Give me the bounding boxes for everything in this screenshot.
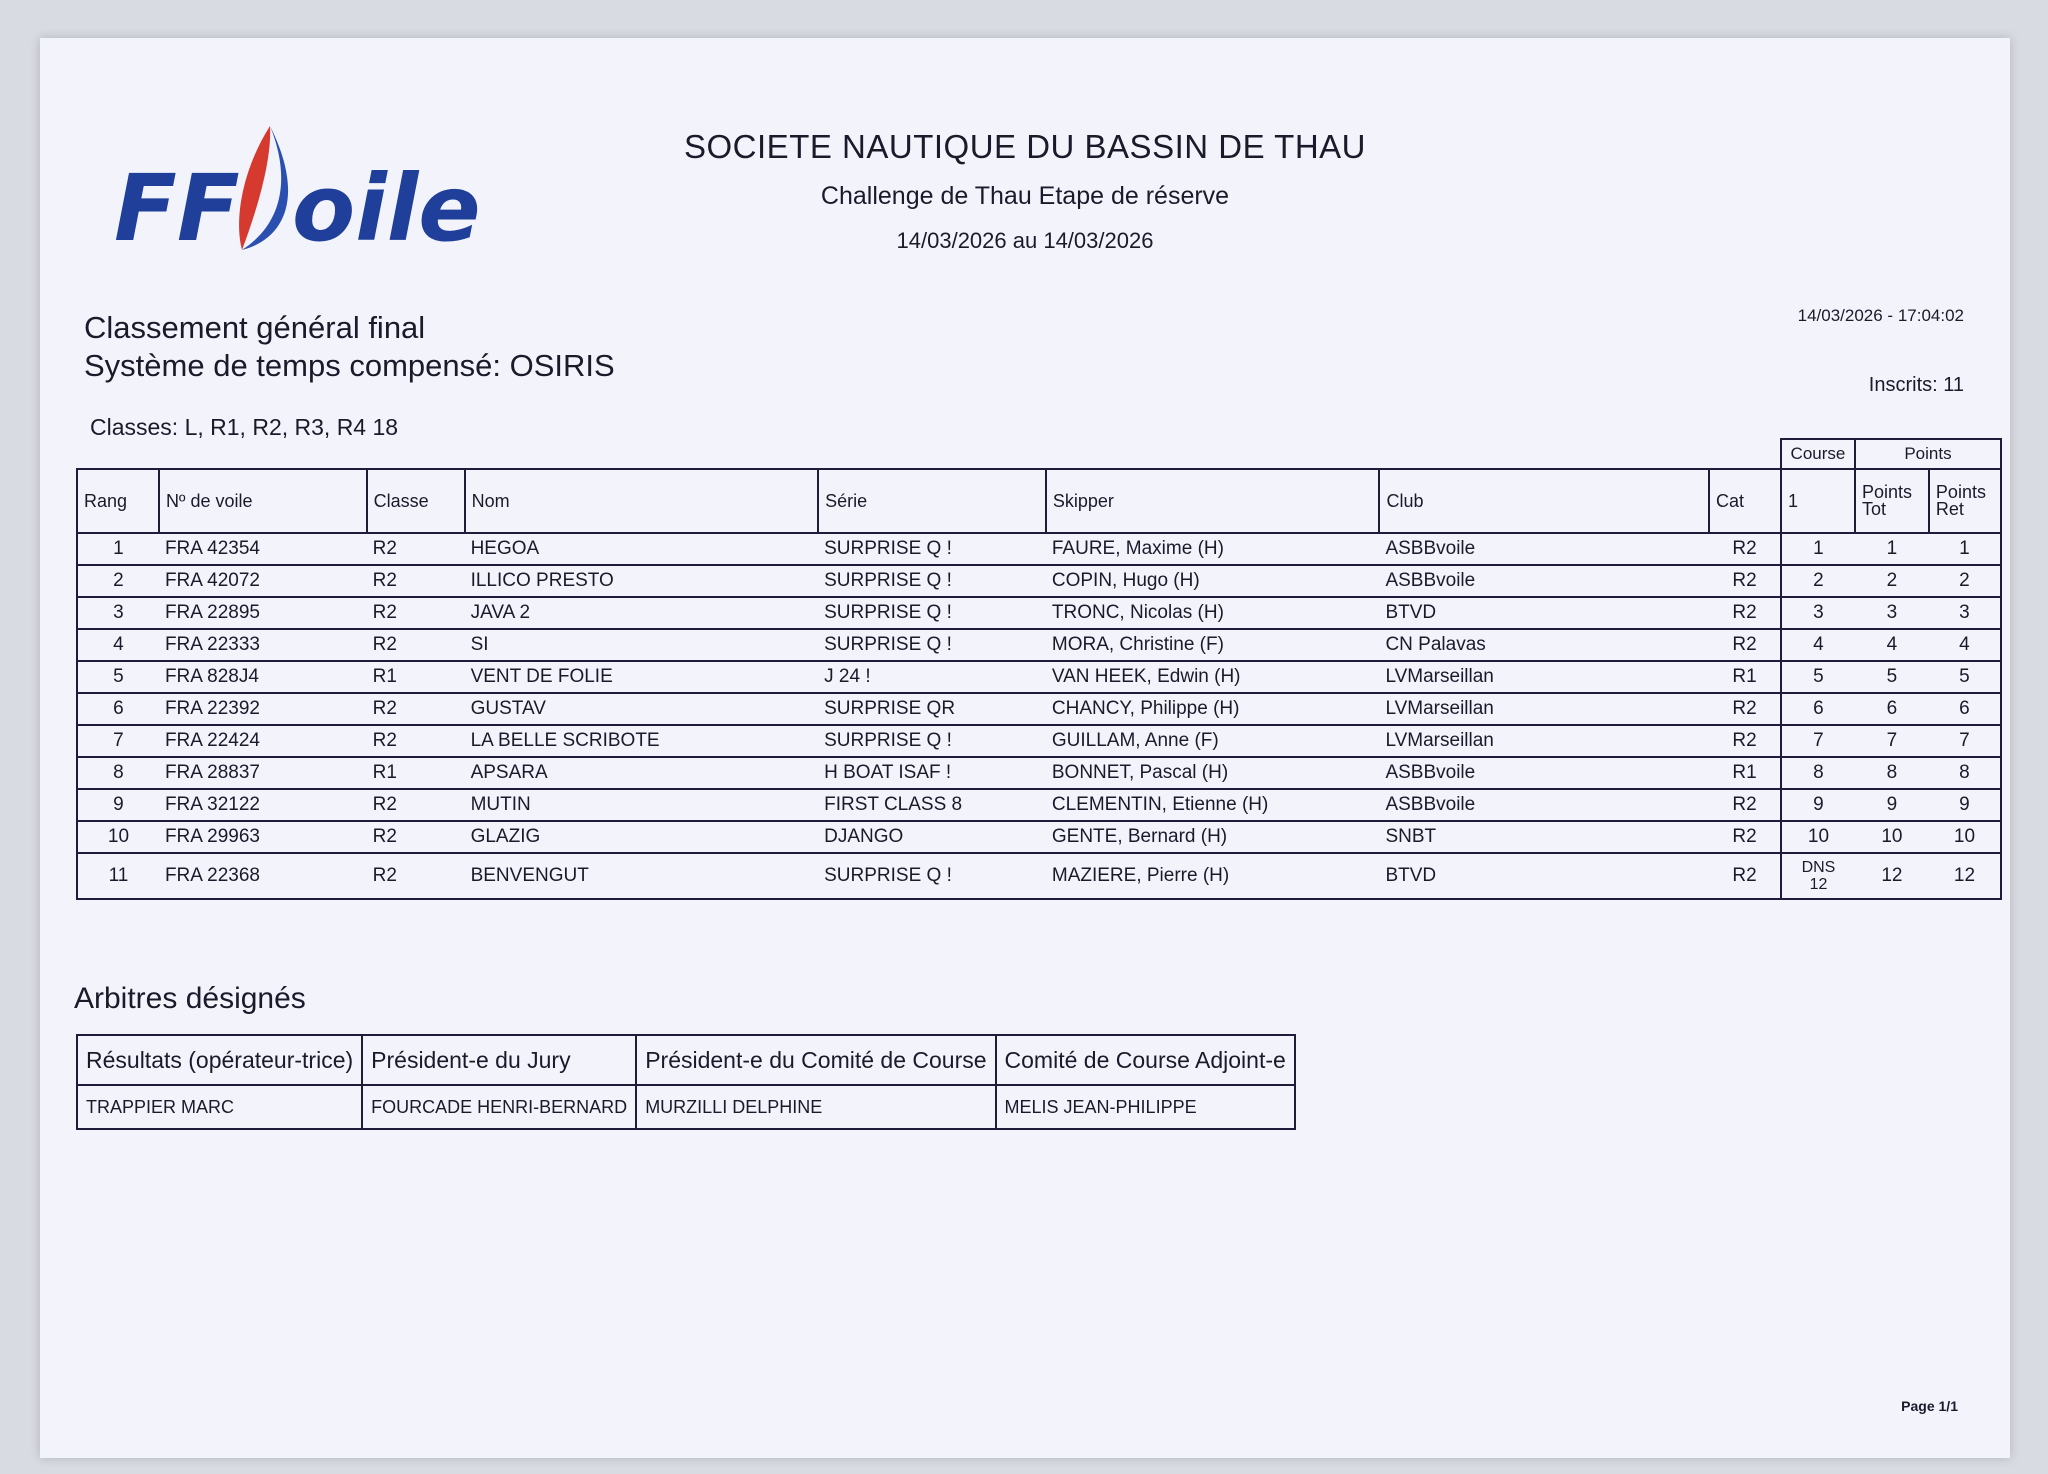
cell-rang: 11 [77,853,159,899]
cell-points-tot: 2 [1855,565,1929,597]
print-timestamp: 14/03/2026 - 17:04:02 [1797,306,1964,325]
cell-nom: BENVENGUT [465,853,819,899]
cell-course-1: 4 [1781,629,1855,661]
cell-points-ret: 5 [1929,661,2001,693]
officials-table [76,1034,1296,1130]
cell-serie: SURPRISE Q ! [818,853,1046,899]
header-row [77,469,2001,533]
cell-skipper: BONNET, Pascal (H) [1046,757,1380,789]
cell-course-1: 3 [1781,597,1855,629]
officials-row [77,1085,1295,1129]
cell-cat: R2 [1709,821,1781,853]
col-nom: Nom [465,469,819,533]
cell-rang: 2 [77,565,159,597]
cell-voile: FRA 28837 [159,757,367,789]
results-sheet [40,38,2010,1458]
cell-points-tot: 12 [1855,853,1929,899]
col-points-tot: Points Tot [1855,469,1929,533]
cell-course-1: 6 [1781,693,1855,725]
col-course-1: 1 [1781,469,1855,533]
table-row [77,789,2001,821]
cell-classe: R2 [367,725,465,757]
cell-club: LVMarseillan [1379,693,1709,725]
col-club: Club [1379,469,1709,533]
cell-classe: R1 [367,661,465,693]
cell-cat: R2 [1709,565,1781,597]
cell-course-1: 8 [1781,757,1855,789]
cell-classe: R2 [367,533,465,565]
official-name: FOURCADE HENRI-BERNARD [362,1085,636,1129]
penalty-points: 12 [1809,876,1828,893]
results-table [76,438,2002,900]
cell-voile: FRA 42354 [159,533,367,565]
table-row [77,853,2001,899]
cell-skipper: TRONC, Nicolas (H) [1046,597,1380,629]
cell-nom: MUTIN [465,789,819,821]
cell-serie: H BOAT ISAF ! [818,757,1046,789]
cell-classe: R2 [367,629,465,661]
table-row [77,597,2001,629]
cell-skipper: MORA, Christine (F) [1046,629,1380,661]
col-skipper: Skipper [1046,469,1380,533]
official-name: MURZILLI DELPHINE [636,1085,995,1129]
cell-cat: R1 [1709,757,1781,789]
table-row [77,725,2001,757]
cell-skipper: CHANCY, Philippe (H) [1046,693,1380,725]
cell-points-tot: 7 [1855,725,1929,757]
officials-header-row [77,1035,1295,1085]
cell-course-1: 2 [1781,565,1855,597]
cell-points-ret: 8 [1929,757,2001,789]
cell-serie: SURPRISE QR [818,693,1046,725]
cell-points-ret: 4 [1929,629,2001,661]
cell-points-ret: 2 [1929,565,2001,597]
cell-club: ASBBvoile [1379,789,1709,821]
cell-cat: R2 [1709,533,1781,565]
cell-points-tot: 3 [1855,597,1929,629]
timing-system: Système de temps compensé: OSIRIS [84,348,615,383]
cell-rang: 7 [77,725,159,757]
cell-rang: 6 [77,693,159,725]
cell-points-tot: 1 [1855,533,1929,565]
cell-classe: R2 [367,693,465,725]
cell-course-1: 10 [1781,821,1855,853]
header-group-row [77,439,2001,469]
cell-voile: FRA 22368 [159,853,367,899]
cell-nom: SI [465,629,819,661]
cell-points-ret: 6 [1929,693,2001,725]
cell-nom: JAVA 2 [465,597,819,629]
cell-classe: R2 [367,821,465,853]
cell-voile: FRA 22895 [159,597,367,629]
registered-count: Inscrits: 11 [1868,374,1964,396]
col-points-ret: Points Ret [1929,469,2001,533]
cell-points-tot: 10 [1855,821,1929,853]
cell-course-1 [1781,853,1855,899]
cell-serie: DJANGO [818,821,1046,853]
cell-classe: R2 [367,853,465,899]
page-number: Page 1/1 [1901,1398,1958,1414]
cell-voile: FRA 22333 [159,629,367,661]
col-cat: Cat [1709,469,1781,533]
event-dates: 14/03/2026 au 14/03/2026 [896,228,1154,253]
ranking-title: Classement général final [84,310,426,345]
cell-nom: HEGOA [465,533,819,565]
cell-voile: FRA 29963 [159,821,367,853]
cell-classe: R2 [367,597,465,629]
cell-course-1: 7 [1781,725,1855,757]
cell-skipper: GENTE, Bernard (H) [1046,821,1380,853]
cell-points-ret: 9 [1929,789,2001,821]
cell-serie: SURPRISE Q ! [818,533,1046,565]
cell-club: ASBBvoile [1379,565,1709,597]
course-group-header: Course [1781,439,1855,469]
cell-rang: 3 [77,597,159,629]
cell-points-ret: 3 [1929,597,2001,629]
cell-points-tot: 8 [1855,757,1929,789]
cell-skipper: VAN HEEK, Edwin (H) [1046,661,1380,693]
cell-club: ASBBvoile [1379,533,1709,565]
cell-club: LVMarseillan [1379,725,1709,757]
cell-serie: SURPRISE Q ! [818,565,1046,597]
cell-course-1: 9 [1781,789,1855,821]
cell-club: CN Palavas [1379,629,1709,661]
cell-club: SNBT [1379,821,1709,853]
cell-course-1: 1 [1781,533,1855,565]
col-classe: Classe [367,469,465,533]
table-row [77,565,2001,597]
cell-points-ret: 7 [1929,725,2001,757]
classes-list: Classes: L, R1, R2, R3, R4 18 [90,414,399,440]
cell-club: ASBBvoile [1379,757,1709,789]
cell-rang: 1 [77,533,159,565]
cell-serie: SURPRISE Q ! [818,597,1046,629]
cell-voile: FRA 42072 [159,565,367,597]
officials-header: Résultats (opérateur-trice) [77,1035,362,1085]
cell-club: BTVD [1379,597,1709,629]
table-row [77,821,2001,853]
cell-cat: R2 [1709,597,1781,629]
table-row [77,661,2001,693]
cell-cat: R1 [1709,661,1781,693]
cell-points-ret: 1 [1929,533,2001,565]
cell-points-tot: 6 [1855,693,1929,725]
cell-points-tot: 5 [1855,661,1929,693]
official-name: TRAPPIER MARC [77,1085,362,1129]
officials-header: Président-e du Comité de Course [636,1035,995,1085]
cell-voile: FRA 32122 [159,789,367,821]
cell-club: LVMarseillan [1379,661,1709,693]
cell-cat: R2 [1709,693,1781,725]
cell-cat: R2 [1709,853,1781,899]
cell-cat: R2 [1709,789,1781,821]
cell-classe: R2 [367,565,465,597]
cell-skipper: FAURE, Maxime (H) [1046,533,1380,565]
cell-rang: 9 [77,789,159,821]
cell-skipper: MAZIERE, Pierre (H) [1046,853,1380,899]
cell-classe: R2 [367,789,465,821]
official-name: MELIS JEAN-PHILIPPE [996,1085,1295,1129]
cell-nom: ILLICO PRESTO [465,565,819,597]
table-row [77,533,2001,565]
cell-points-tot: 4 [1855,629,1929,661]
cell-serie: J 24 ! [818,661,1046,693]
cell-serie: SURPRISE Q ! [818,629,1046,661]
cell-rang: 5 [77,661,159,693]
cell-serie: FIRST CLASS 8 [818,789,1046,821]
cell-skipper: GUILLAM, Anne (F) [1046,725,1380,757]
cell-nom: LA BELLE SCRIBOTE [465,725,819,757]
cell-course-1: 5 [1781,661,1855,693]
officials-header: Comité de Course Adjoint-e [996,1035,1295,1085]
points-group-header: Points [1855,439,2001,469]
col-voile: Nº de voile [159,469,367,533]
officials-header: Président-e du Jury [362,1035,636,1085]
penalty-code: DNS [1801,859,1836,876]
cell-cat: R2 [1709,725,1781,757]
cell-points-ret: 10 [1929,821,2001,853]
cell-cat: R2 [1709,629,1781,661]
cell-classe: R1 [367,757,465,789]
svg-text:FF: FF [114,155,240,262]
cell-nom: VENT DE FOLIE [465,661,819,693]
svg-text:oile: oile [292,155,481,262]
cell-nom: APSARA [465,757,819,789]
cell-serie: SURPRISE Q ! [818,725,1046,757]
cell-rang: 10 [77,821,159,853]
cell-club: BTVD [1379,853,1709,899]
table-row [77,757,2001,789]
organization-name: SOCIETE NAUTIQUE DU BASSIN DE THAU [684,128,1366,165]
col-rang: Rang [77,469,159,533]
cell-voile: FRA 22424 [159,725,367,757]
cell-nom: GUSTAV [465,693,819,725]
event-name: Challenge de Thau Etape de réserve [820,182,1230,210]
cell-skipper: COPIN, Hugo (H) [1046,565,1380,597]
officials-title: Arbitres désignés [74,982,306,1015]
table-row [77,629,2001,661]
cell-rang: 8 [77,757,159,789]
col-serie: Série [818,469,1046,533]
cell-points-tot: 9 [1855,789,1929,821]
cell-voile: FRA 22392 [159,693,367,725]
table-row [77,693,2001,725]
cell-voile: FRA 828J4 [159,661,367,693]
cell-skipper: CLEMENTIN, Etienne (H) [1046,789,1380,821]
cell-nom: GLAZIG [465,821,819,853]
cell-rang: 4 [77,629,159,661]
cell-points-ret: 12 [1929,853,2001,899]
